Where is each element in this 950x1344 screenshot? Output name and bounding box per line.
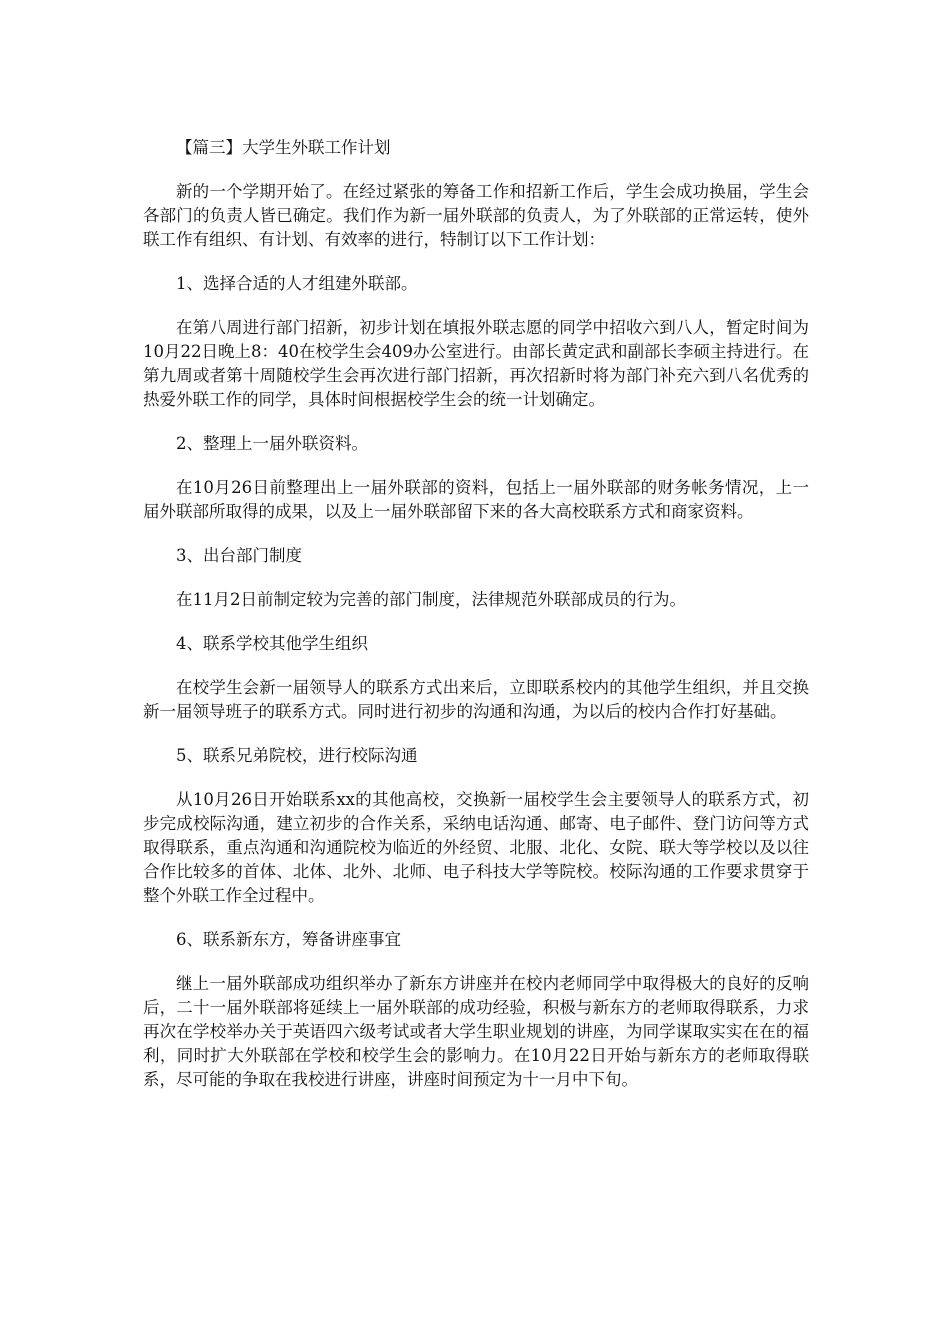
section-2-heading: 2、整理上一届外联资料。 (176, 434, 368, 453)
section-5-heading: 5、联系兄弟院校，进行校际沟通 (176, 746, 418, 765)
section-4-body: 在校学生会新一届领导人的联系方式出来后，立即联系校内的其他学生组织，并且交换新一届领导班子的联系方式。同时进行初步的沟通和沟通，为以后的校内合作打好基础。 (143, 678, 809, 721)
section-6-heading: 6、联系新东方，筹备讲座事宜 (176, 930, 401, 949)
section-5-body: 从10月26日开始联系xx的其他高校，交换新一届校学生会主要领导人的联系方式，初步完成校际沟通，建立初步的合作关系，采纳电话沟通、邮寄、电子邮件、登门访问等方式取得联系，重点沟通和沟通院校为临近的外经贸、北服、北化、女院、联大等学校以及以往合作比较多的首体、北体、北外、北师、电子科技大学等院校。校际沟通的工作要求贯穿于整个外联工作全过程中。 (143, 790, 809, 905)
document-title: 【篇三】大学生外联工作计划 (176, 138, 391, 157)
section-3-body: 在11月2日前制定较为完善的部门制度，法律规范外联部成员的行为。 (176, 590, 686, 609)
section-4-heading: 4、联系学校其他学生组织 (176, 634, 368, 653)
intro-paragraph: 新的一个学期开始了。在经过紧张的筹备工作和招新工作后，学生会成功换届，学生会各部门的负责人皆已确定。我们作为新一届外联部的负责人，为了外联部的正常运转，使外联工作有组织、有计划、有效率的进行，特制订以下工作计划： (143, 182, 809, 249)
section-1-heading: 1、选择合适的人才组建外联部。 (176, 274, 418, 293)
document-page (143, 136, 809, 1112)
section-1-body: 在第八周进行部门招新，初步计划在填报外联志愿的同学中招收六到八人，暂定时间为10月22日晚上8：40在校学生会409办公室进行。由部长黄定武和副部长李硕主持进行。在第九周或者第十周随校学生会再次进行部门招新，再次招新时将为部门补充六到八名优秀的热爱外联工作的同学，具体时间根据校学生会的统一计划确定。 (143, 318, 809, 409)
section-6-body: 继上一届外联部成功组织举办了新东方讲座并在校内老师同学中取得极大的良好的反响后，二十一届外联部将延续上一届外联部的成功经验，积极与新东方的老师取得联系，力求再次在学校举办关于英语四六级考试或者大学生职业规划的讲座，为同学谋取实实在在的福利，同时扩大外联部在学校和校学生会的影响力。在10月22日开始与新东方的老师取得联系，尽可能的争取在我校进行讲座，讲座时间预定为十一月中下旬。 (143, 974, 809, 1089)
section-3-heading: 3、出台部门制度 (176, 546, 302, 565)
section-2-body: 在10月26日前整理出上一届外联部的资料，包括上一届外联部的财务帐务情况，上一届外联部所取得的成果，以及上一届外联部留下来的各大高校联系方式和商家资料。 (143, 478, 809, 521)
